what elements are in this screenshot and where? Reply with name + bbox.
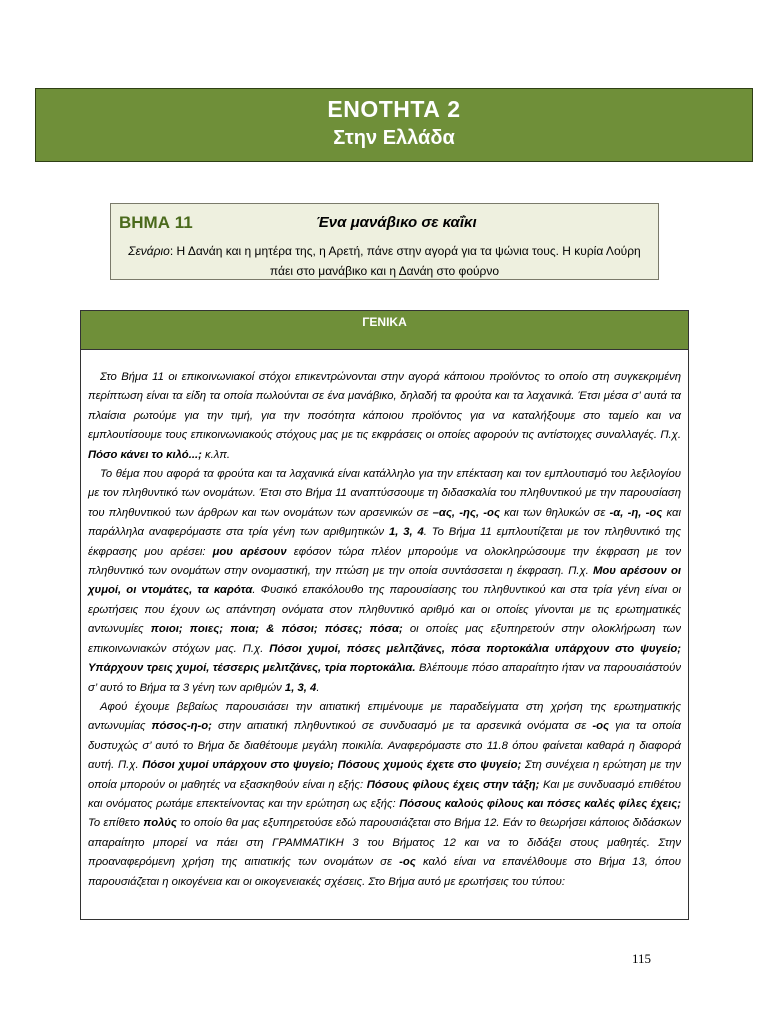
body-paragraph [88,465,681,698]
emphasis-text: Πόσο κάνει το κιλό...; [88,448,202,461]
body-text: το οποίο θα μας εξυπηρετούσε εδώ παρουσιάζεται στο Βήμα 12. Εάν το θεωρήσει κάποιος διδάσκων απαραίτητο μπορεί να πάει στη ΓΡΑΜΜΑΤΙΚΗ 3 του Βήματος 12 και να το διδάξει στους μαθητές. Στην προαναφερόμενη χρήση της αιτιατικής των ονομάτων σε [88,817,681,869]
unit-header [35,88,753,162]
step-title: Ένα μανάβικο σε καΐκι [316,214,477,231]
general-section [80,310,689,920]
page-number: 115 [632,951,652,966]
scenario-label: Σενάριο [128,244,170,258]
body-text: καλό είναι να επανέλθουμε στο Βήμα 13, όπου παρουσιάζεται η οικογένεια και οι οικογενειακές σχέσεις. Στο Βήμα αυτό με ερωτήσεις του τύπου: [88,856,681,888]
general-heading: ΓΕΝΙΚΑ [81,311,688,350]
body-text: Αφού έχουμε βεβαίως παρουσιάσει την αιτιατική επιμένουμε με παραδείγματα στη χρήση της ερωτηματικής αντωνυμίας [88,700,681,733]
emphasis-text: Πόσους φίλους έχεις στην τάξη; [366,778,540,791]
scenario-text [119,241,650,281]
scenario-body: : Η Δανάη και η μητέρα της, η Αρετή, πάνε στην αγορά για τα ψώνια τους. Η κυρία Λούρη πάει στο μανάβικο και η Δανάη στο φούρνο [169,244,641,278]
emphasis-text: 1, 3, 4 [388,526,424,539]
body-text: . Φυσικό επακόλουθο της παρουσίασης του πληθυντικού και στα τρία γένη είναι οι ερωτήσεις που έχουν ως απάντηση ονόματα στον πληθυντικό αριθμό και οι οποίες γίνονται με τις ερωτηματικές αντωνυμίες [88,584,681,636]
emphasis-text: -ος [592,720,610,733]
body-text: Το επίθετο [88,817,144,830]
body-text: Βλέπουμε πόσο απαραίτητο ήταν να παρουσιάστούν σ’ αυτό το Βήμα τα 3 γένη των αριθμών [88,662,681,694]
body-text: Το θέμα που αφορά τα φρούτα και τα λαχανικά είναι κατάλληλο για την επέκταση και τον εμπλουτισμό του λεξιλογίου με τον πληθυντικό των ονομάτων. Έτσι στο Βήμα 11 αναπτύσσουμε τη διδασκαλία του πληθυντικού με την παρουσίαση του πληθυντικού των άρθρων και των ονομάτων των αρσενικών σε [88,468,681,519]
body-text: οι οποίες μας εξυπηρετούν στην ολοκλήρωση των επικοινωνιακών στόχων μας. Π.χ. [88,623,681,655]
emphasis-text: πόσος-η-ο; [151,720,212,733]
emphasis-text: Πόσοι χυμοί υπάρχουν στο ψυγείο; Πόσους χυμούς έχετε στο ψυγείο; [142,759,522,772]
body-text: για τα οποία δυστυχώς σ’ αυτό το Βήμα δε διαθέτουμε μεγάλη ποικιλία. Αναφερόμαστε στο 11.8 όπου φαίνεται καθαρά η διαφορά αυτή. Π.χ. [88,720,682,772]
emphasis-text: –ας, -ης, -ος [432,506,500,519]
body-text: Στη συνέχεια η ερώτηση με την οποία μπορούν οι μαθητές να εξασκηθούν είναι η εξής: [88,759,682,791]
body-text: . [316,681,320,694]
unit-title: ΕΝΟΤΗΤΑ 2 [327,96,461,122]
general-body [81,350,688,892]
emphasis-text: Πόσοι χυμοί, πόσες μελιτζάνες, πόσα πορτοκάλια υπάρχουν στο ψυγείο; Υπάρχουν τρεις χυμοί, τέσσερις μελιτζάνες, τρία πορτοκάλια. [88,642,681,675]
emphasis-text: 1, 3, 4 [284,681,317,694]
body-text: κ.λπ. [201,448,231,461]
body-text: Στο Βήμα 11 οι επικοινωνιακοί στόχοι επικεντρώνονται στην αγορά κάποιου προϊόντος το οποίο στη συγκεκριμένη περίπτωση είναι τα είδη τα οποία πωλούνται σε ένα μανάβικο, δηλαδή τα φρούτα και τα λαχανικά. Έτσι μέσα σ’ αυτά τα πλαίσια ρωτούμε για την τιμή, για την ποσότητα κάποιου προϊόντος για να καταλήξουμε στο ταμείο και να εμπλουτίσουμε τους επικοινωνιακούς στόχους μας με τις εκφράσεις οι οποίες αφορούν τις αντίστοιχες συναλλαγές. Π.χ. [88,371,681,442]
body-paragraph [88,698,681,892]
emphasis-text: -ος [399,856,416,869]
unit-subtitle: Στην Ελλάδα [333,127,455,149]
emphasis-text: μου αρέσουν [212,545,287,558]
body-text: . Το Βήμα 11 εμπλουτίζεται με τον πληθυντικό της έκφρασης μου αρέσει: [88,526,681,558]
emphasis-text: -α, -η, -ος [609,506,663,519]
emphasis-text: ποιοι; ποιες; ποια; & πόσοι; πόσες; πόσα; [150,623,403,636]
emphasis-text: Πόσους καλούς φίλους και πόσες καλές φίλες έχεις; [399,797,682,810]
body-text: στην αιτιατική πληθυντικού σε συνδυασμό με τα αρσενικά ονόματα σε [211,720,593,733]
body-text: και παράλληλα αναφερόμαστε στα τρία γένη των αριθμητικών [88,506,681,539]
step-label: ΒΗΜΑ 11 [119,213,193,232]
emphasis-text: Μου αρέσουν οι χυμοί, οι ντομάτες, τα καρότα [88,565,681,597]
body-paragraph [88,368,681,465]
step-box [110,203,659,280]
body-text: και των θηλυκών σε [499,506,610,519]
emphasis-text: πολύς [143,817,177,830]
body-text: εφόσον τώρα πλέον μπορούμε να ολοκληρώσουμε την έκφραση με τον πληθυντικό των ονομάτων στην ονομαστική, την πτώση με την οποία συντάσσεται η έκφραση. Π.χ. [88,545,681,578]
body-text: Και με συνδυασμό επιθέτου και ονόματος ρωτάμε επεκτείνοντας και την ερώτηση ως εξής: [88,778,681,810]
